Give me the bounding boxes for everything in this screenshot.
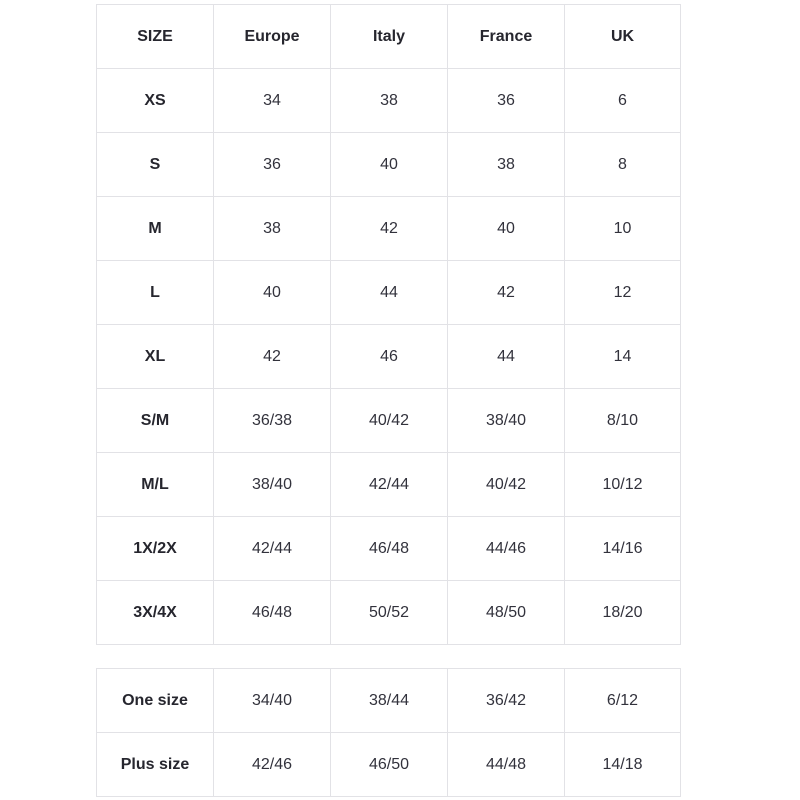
cell-uk: 10/12 [565,453,681,517]
row-label: One size [97,669,214,733]
row-label: L [97,261,214,325]
cell-europe: 38 [214,197,331,261]
cell-italy: 46/48 [331,517,448,581]
cell-italy: 50/52 [331,581,448,645]
cell-france: 36 [448,69,565,133]
column-header-france: France [448,5,565,69]
cell-uk: 8 [565,133,681,197]
table-row [97,733,681,797]
cell-france: 44/46 [448,517,565,581]
secondary-size-chart-body [97,669,681,797]
cell-italy: 38/44 [331,669,448,733]
cell-europe: 34/40 [214,669,331,733]
cell-uk: 8/10 [565,389,681,453]
table-row [97,133,681,197]
cell-france: 40/42 [448,453,565,517]
table-row [97,389,681,453]
row-label: XL [97,325,214,389]
table-row [97,581,681,645]
cell-europe: 36 [214,133,331,197]
secondary-size-chart [96,668,681,797]
main-size-chart-header [97,5,681,69]
cell-europe: 38/40 [214,453,331,517]
cell-uk: 18/20 [565,581,681,645]
cell-france: 40 [448,197,565,261]
row-label: M/L [97,453,214,517]
cell-europe: 34 [214,69,331,133]
cell-italy: 46/50 [331,733,448,797]
cell-france: 44/48 [448,733,565,797]
secondary-size-chart-container [96,668,680,797]
cell-europe: 46/48 [214,581,331,645]
row-label: Plus size [97,733,214,797]
cell-europe: 42 [214,325,331,389]
row-label: 1X/2X [97,517,214,581]
cell-uk: 6/12 [565,669,681,733]
main-size-chart [96,4,681,645]
cell-france: 38/40 [448,389,565,453]
cell-uk: 10 [565,197,681,261]
cell-france: 38 [448,133,565,197]
table-row [97,325,681,389]
cell-europe: 42/46 [214,733,331,797]
cell-france: 42 [448,261,565,325]
table-row [97,261,681,325]
cell-france: 36/42 [448,669,565,733]
cell-uk: 14 [565,325,681,389]
cell-europe: 42/44 [214,517,331,581]
row-label: M [97,197,214,261]
cell-uk: 6 [565,69,681,133]
cell-italy: 44 [331,261,448,325]
row-label: S [97,133,214,197]
cell-uk: 12 [565,261,681,325]
table-row [97,69,681,133]
row-label: S/M [97,389,214,453]
cell-italy: 40 [331,133,448,197]
main-size-chart-container [96,4,680,645]
cell-italy: 42/44 [331,453,448,517]
row-label: 3X/4X [97,581,214,645]
cell-europe: 36/38 [214,389,331,453]
table-header-row [97,5,681,69]
column-header-size: SIZE [97,5,214,69]
column-header-europe: Europe [214,5,331,69]
cell-france: 48/50 [448,581,565,645]
cell-france: 44 [448,325,565,389]
column-header-uk: UK [565,5,681,69]
table-row [97,669,681,733]
cell-uk: 14/16 [565,517,681,581]
cell-europe: 40 [214,261,331,325]
table-row [97,517,681,581]
cell-uk: 14/18 [565,733,681,797]
cell-italy: 38 [331,69,448,133]
cell-italy: 40/42 [331,389,448,453]
cell-italy: 42 [331,197,448,261]
table-row [97,197,681,261]
row-label: XS [97,69,214,133]
cell-italy: 46 [331,325,448,389]
main-size-chart-body [97,69,681,645]
column-header-italy: Italy [331,5,448,69]
table-row [97,453,681,517]
